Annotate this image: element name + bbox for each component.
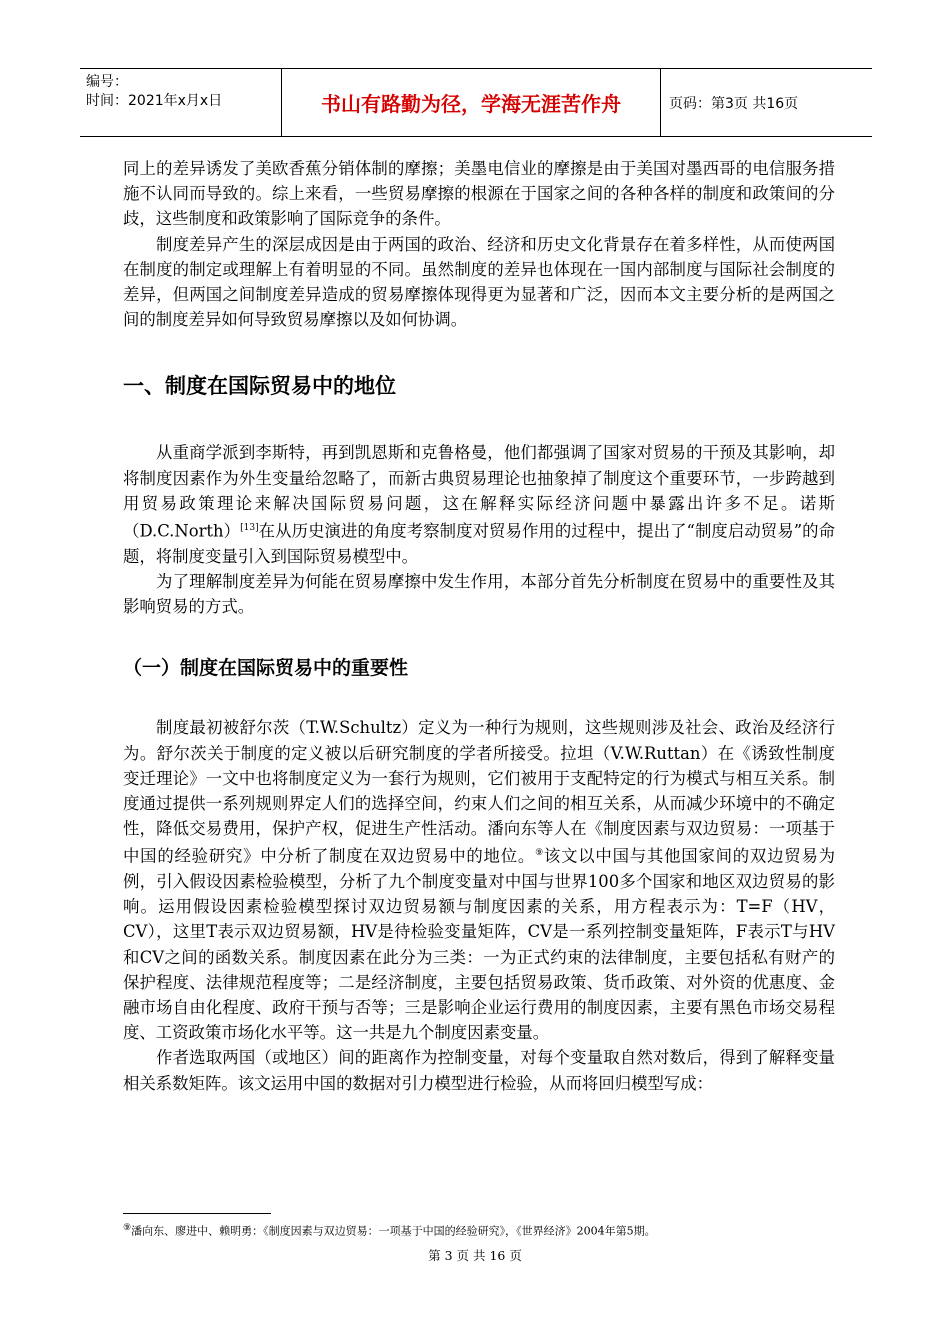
header-info-cell [80, 69, 282, 136]
subsection-heading: （一）制度在国际贸易中的重要性 [123, 657, 409, 680]
header-time-label: 时间：2021年x月x日 [86, 93, 223, 109]
section-paragraph-2: 为了理解制度差异为何能在贸易摩擦中发生作用，本部分首先分析制度在贸易中的重要性及其影响贸易的方式。 [123, 571, 835, 617]
subsection-p1-text-a: 制度最初被舒尔茨（T.W.Schultz）定义为一种行为规则，这些规则涉及社会、政治及经济行为。舒尔茨关于制度的定义被以后研究制度的学者所接受。拉坦（V.W.Ruttan）在《诱致性制度变迁理论》一文中也将制度定义为一套行为规则，它们被用于支配特定的行为模式与相互关系。制度通过提供一系列规则界定人们的选择空间，约束人们之间的相互关系，从而减少环境中的不确定性，降低交易费用，保护产权，促进生产性活动。潘向东等人在《制度因素与双边贸易：一项基于中国的经验研究》中分析了制度在双边贸易中的地位。 [123, 718, 835, 866]
header-page-label: 页码：第3页 共16页 [669, 95, 799, 112]
footnote-text: 潘向东、廖进中、赖明勇：《制度因素与双边贸易：一项基于中国的经验研究》，《世界经济》2004年第5期。 [131, 1224, 656, 1238]
page-footer-number: 第 3 页 共 16 页 [428, 1248, 522, 1263]
header-motto: 书山有路勤为径，学海无涯苦作舟 [282, 69, 661, 136]
footnote-divider [123, 1213, 271, 1214]
subsection-p1-text-b: 该文以中国与其他国家间的双边贸易为例，引入假设因素检验模型，分析了九个制度变量对中国与世界100多个国家和地区双边贸易的影响。运用假设因素检验模型探讨双边贸易额与制度因素的关系，用方程表示为：T=F（HV，CV），这里T表示双边贸易额，HV是待检验变量矩阵，CV是一系列控制变量矩阵，F表示T与HV和CV之间的函数关系。制度因素在此分为三类：一为正式约束的法律制度，主要包括私有财产的保护程度、法律规范程度等；二是经济制度，主要包括贸易政策、货币政策、对外资的优惠度、金融市场自由化程度、政府干预与否等；三是影响企业运行费用的制度因素，主要有黑色市场交易程度、工资政策市场化水平等。这一共是九个制度因素变量。 [123, 846, 836, 1043]
footnote-ref-9: ⑨ [535, 848, 544, 859]
footnote-mark: ⑨ [123, 1223, 132, 1233]
header-number-label: 编号： [86, 74, 128, 90]
section-paragraph-1 [123, 440, 835, 568]
section-heading: 一、制度在国际贸易中的地位 [123, 374, 396, 399]
subsection-paragraph-1 [123, 715, 835, 1045]
subsection-paragraph-2: 作者选取两国（或地区）间的距离作为控制变量，对每个变量取自然对数后，得到了解释变量相关系数矩阵。该文运用中国的数据对引力模型进行检验，从而将回归模型写成： [123, 1048, 835, 1093]
section-p1-text-b: 在从历史演进的角度考察制度对贸易作用的过程中，提出了“制度启动贸易”的命题，将制度变量引入到国际贸易模型中。 [123, 521, 835, 566]
section-p1-text-a: 从重商学派到李斯特，再到凯恩斯和克鲁格曼，他们都强调了国家对贸易的干预及其影响，却将制度因素作为外生变量给忽略了，而新古典贸易理论也抽象掉了制度这个重要环节，一步跨越到用贸易政策理论来解决国际贸易问题，这在解释实际经济问题中暴露出许多不足。诺斯（D.C.North） [123, 443, 835, 541]
document-body [123, 156, 835, 1096]
footnote [123, 1220, 853, 1240]
intro-paragraph-1: 同上的差异诱发了美欧香蕉分销体制的摩擦；美墨电信业的摩擦是由于美国对墨西哥的电信服务措施不认同而导致的。综上来看，一些贸易摩擦的根源在于国家之间的各种各样的制度和政策间的分歧，这些制度和政策影响了国际竞争的条件。 [123, 159, 835, 229]
page-header [80, 68, 872, 137]
intro-paragraph-2: 制度差异产生的深层成因是由于两国的政治、经济和历史文化背景存在着多样性，从而使两国在制度的制定或理解上有着明显的不同。虽然制度的差异也体现在一国内部制度与国际社会制度的差异，但两国之间制度差异造成的贸易摩擦体现得更为显著和广泛，因而本文主要分析的是两国之间的制度差异如何导致贸易摩擦以及如何协调。 [123, 234, 835, 330]
citation-13: [13] [240, 523, 259, 534]
